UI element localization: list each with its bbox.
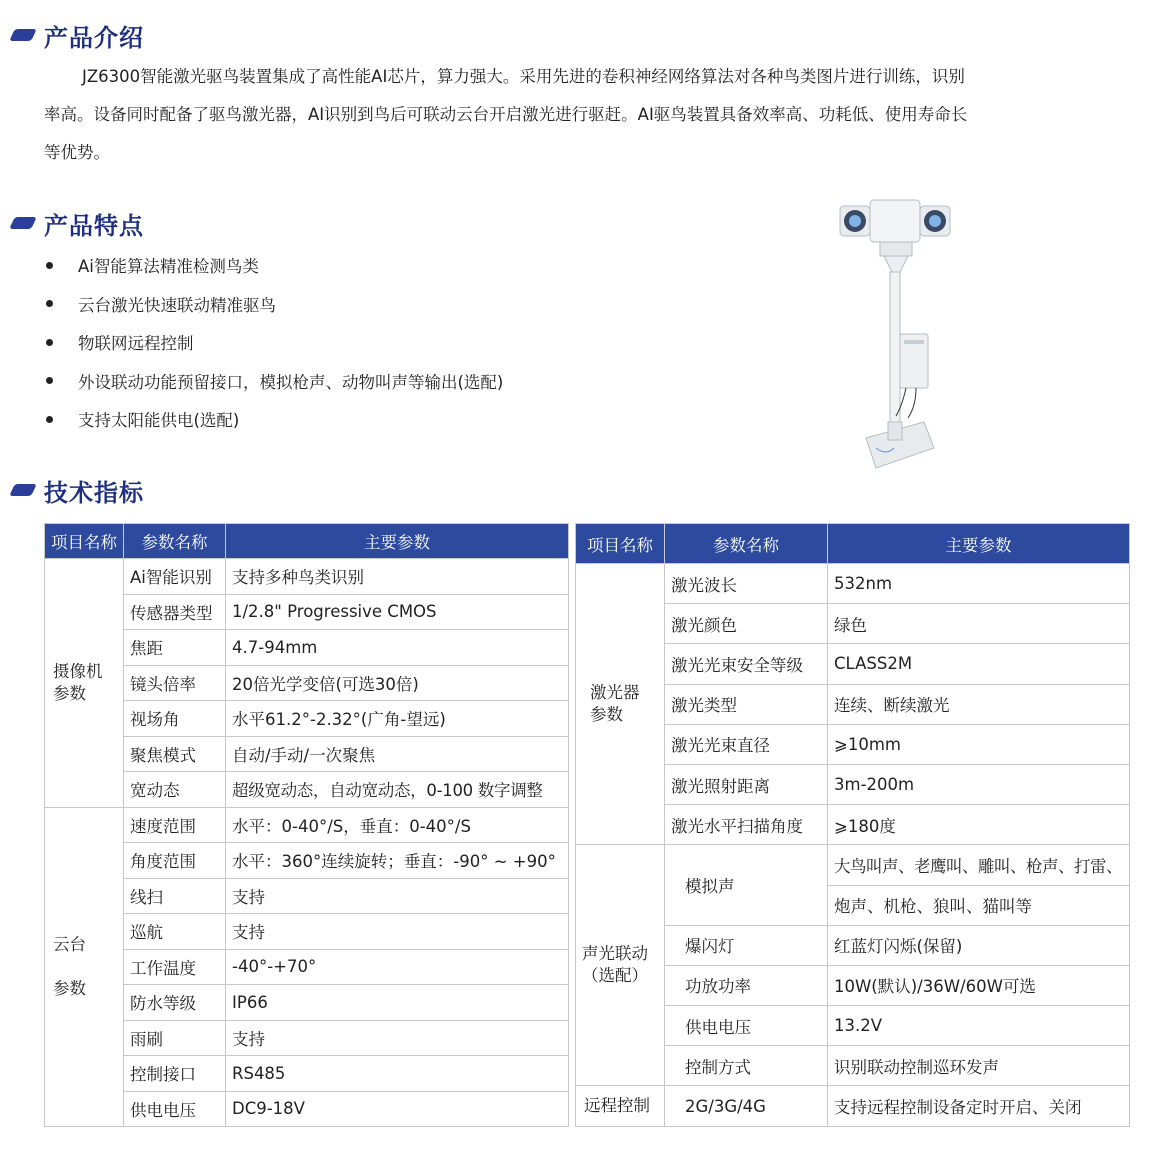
param-name: 速度范围 <box>124 807 226 843</box>
table-row <box>45 985 569 1021</box>
param-value: 4.7-94mm <box>226 630 569 666</box>
param-name: 激光颜色 <box>665 604 828 644</box>
table-row <box>45 559 569 595</box>
group-ptz <box>45 807 124 1127</box>
param-name: 激光类型 <box>665 684 828 724</box>
param-name: 激光水平扫描角度 <box>665 805 828 845</box>
section-title-text: 技术指标 <box>44 478 144 507</box>
param-value: 炮声、机枪、狼叫、猫叫等 <box>828 885 1130 925</box>
intro-line-2: 率高。设备同时配备了驱鸟激光器，AI识别到鸟后可联动云台开启激光进行驱赶。AI驱鸟装置具备效率高、功耗低、使用寿命长 <box>44 105 968 124</box>
param-name: 模拟声 <box>665 845 828 925</box>
table-row <box>45 914 569 950</box>
param-name: 雨刷 <box>124 1020 226 1056</box>
param-value: 支持 <box>226 878 569 914</box>
table-row <box>45 736 569 772</box>
table-row <box>45 1091 569 1127</box>
spec-table-camera-ptz <box>44 523 569 1127</box>
group-ptz-line-1: 云台 <box>53 934 86 954</box>
param-name: 焦距 <box>124 630 226 666</box>
table-row <box>576 1086 1130 1126</box>
table-row <box>45 665 569 701</box>
param-name: 防水等级 <box>124 985 226 1021</box>
bullet-icon <box>46 377 53 384</box>
table-row <box>45 843 569 879</box>
param-value: 超级宽动态，自动宽动态，0-100 数字调整 <box>226 772 569 808</box>
param-value: 绿色 <box>828 604 1130 644</box>
group-sound-line-1: 声光联动 <box>582 944 648 964</box>
param-value: 13.2V <box>828 1006 1130 1046</box>
table-header-row <box>576 524 1130 564</box>
group-remote: 远程控制 <box>576 1086 665 1126</box>
param-name: 传感器类型 <box>124 594 226 630</box>
table-row <box>45 630 569 666</box>
param-value: RS485 <box>226 1056 569 1092</box>
group-sound-line-2: （选配） <box>582 966 648 986</box>
intro-line-3: 等优势。 <box>44 143 110 162</box>
table-row <box>45 594 569 630</box>
header-main-param: 主要参数 <box>226 524 569 559</box>
group-sound <box>576 845 665 1086</box>
param-name: 角度范围 <box>124 843 226 879</box>
param-name: 激光光束直径 <box>665 724 828 764</box>
bullet-icon <box>46 300 53 307</box>
table-row <box>45 807 569 843</box>
bullet-icon <box>46 262 53 269</box>
table-row <box>45 1056 569 1092</box>
param-value: 水平：360°连续旋转；垂直：-90° ~ +90° <box>226 843 569 879</box>
table-row <box>45 878 569 914</box>
section-title-features <box>12 208 144 238</box>
param-value: 3m-200m <box>828 764 1130 804</box>
param-value: 支持 <box>226 1020 569 1056</box>
param-value: 支持多种鸟类识别 <box>226 559 569 595</box>
param-value: IP66 <box>226 985 569 1021</box>
bullet-icon <box>46 339 53 346</box>
param-name: 激光波长 <box>665 564 828 604</box>
bullet-icon <box>46 416 53 423</box>
feature-item: 云台激光快速联动精准驱鸟 <box>44 285 503 324</box>
param-value: 1/2.8" Progressive CMOS <box>226 594 569 630</box>
param-name: Ai智能识别 <box>124 559 226 595</box>
section-title-text: 产品特点 <box>44 211 144 240</box>
param-value: 自动/手动/一次聚焦 <box>226 736 569 772</box>
header-param-name: 参数名称 <box>665 524 828 564</box>
feature-list <box>44 246 503 439</box>
param-value: 大鸟叫声、老鹰叫、雕叫、枪声、打雷、 <box>828 845 1130 885</box>
param-value: CLASS2M <box>828 644 1130 684</box>
feature-item: 物联网远程控制 <box>44 323 503 362</box>
param-value: -40°-+70° <box>226 949 569 985</box>
param-name: 控制接口 <box>124 1056 226 1092</box>
intro-line-1: JZ6300智能激光驱鸟装置集成了高性能AI芯片，算力强大。采用先进的卷积神经网络算法对各种鸟类图片进行训练，识别 <box>82 67 965 86</box>
param-name: 爆闪灯 <box>665 925 828 965</box>
section-mark-icon <box>9 484 37 496</box>
param-name: 功放功率 <box>665 965 828 1005</box>
param-name: 2G/3G/4G <box>665 1086 828 1126</box>
feature-item: 支持太阳能供电(选配) <box>44 400 503 439</box>
param-name: 控制方式 <box>665 1046 828 1086</box>
param-name: 视场角 <box>124 701 226 737</box>
param-name: 宽动态 <box>124 772 226 808</box>
group-camera-line-1: 摄像机 <box>53 661 103 681</box>
param-value: 支持远程控制设备定时开启、关闭 <box>828 1086 1130 1126</box>
table-row <box>45 949 569 985</box>
param-value: 532nm <box>828 564 1130 604</box>
table-row <box>45 772 569 808</box>
table-header-row <box>45 524 569 559</box>
param-value: 20倍光学变倍(可选30倍) <box>226 665 569 701</box>
param-value: ⩾10mm <box>828 724 1130 764</box>
table-row <box>45 701 569 737</box>
product-device-image <box>836 186 954 472</box>
header-item-name: 项目名称 <box>45 524 124 559</box>
param-name: 镜头倍率 <box>124 665 226 701</box>
param-value: ⩾180度 <box>828 805 1130 845</box>
group-ptz-line-2: 参数 <box>53 978 86 998</box>
table-row <box>576 845 1130 885</box>
param-name: 激光光束安全等级 <box>665 644 828 684</box>
feature-item: Ai智能算法精准检测鸟类 <box>44 246 503 285</box>
table-row <box>576 564 1130 604</box>
param-value: 红蓝灯闪烁(保留) <box>828 925 1130 965</box>
group-laser <box>576 564 665 845</box>
header-item-name: 项目名称 <box>576 524 665 564</box>
intro-paragraph <box>44 58 1084 172</box>
section-title-specs <box>12 475 144 505</box>
param-name: 供电电压 <box>665 1006 828 1046</box>
param-name: 供电电压 <box>124 1091 226 1127</box>
section-mark-icon <box>9 29 37 41</box>
feature-item: 外设联动功能预留接口，模拟枪声、动物叫声等输出(选配) <box>44 362 503 401</box>
group-laser-line-1: 激光器 <box>590 683 640 703</box>
group-laser-line-2: 参数 <box>590 705 623 725</box>
section-title-text: 产品介绍 <box>44 23 144 52</box>
param-name: 工作温度 <box>124 949 226 985</box>
section-title-intro <box>12 20 144 50</box>
param-name: 线扫 <box>124 878 226 914</box>
param-value: 支持 <box>226 914 569 950</box>
param-name: 聚焦模式 <box>124 736 226 772</box>
param-value: DC9-18V <box>226 1091 569 1127</box>
spec-table-laser-sound <box>575 523 1130 1127</box>
param-value: 水平：0-40°/S，垂直：0-40°/S <box>226 807 569 843</box>
section-mark-icon <box>9 217 37 229</box>
group-camera-line-2: 参数 <box>53 683 86 703</box>
param-value: 10W(默认)/36W/60W可选 <box>828 965 1130 1005</box>
header-param-name: 参数名称 <box>124 524 226 559</box>
param-value: 识别联动控制巡环发声 <box>828 1046 1130 1086</box>
param-value: 连续、断续激光 <box>828 684 1130 724</box>
header-main-param: 主要参数 <box>828 524 1130 564</box>
param-name: 激光照射距离 <box>665 764 828 804</box>
table-row <box>45 1020 569 1056</box>
param-name: 巡航 <box>124 914 226 950</box>
group-camera <box>45 559 124 808</box>
param-value: 水平61.2°-2.32°(广角-望远) <box>226 701 569 737</box>
